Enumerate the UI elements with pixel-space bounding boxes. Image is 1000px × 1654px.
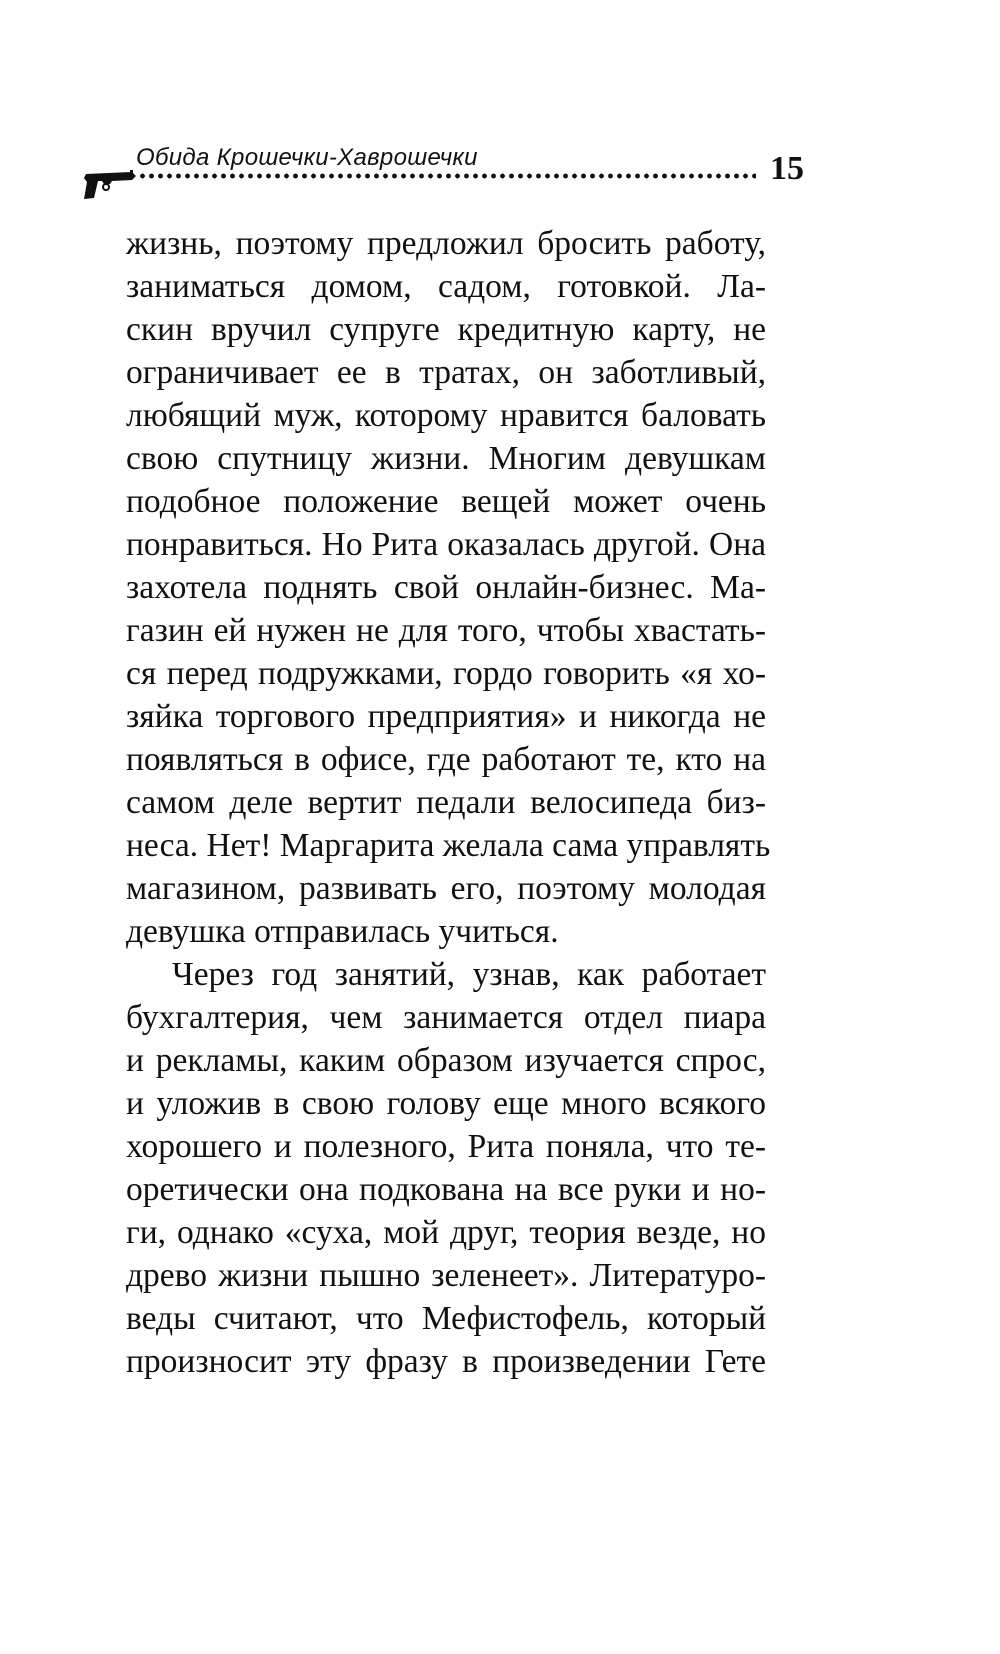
running-title: Обида Крошечки-Хаврошечки bbox=[136, 144, 478, 171]
text-line: ся перед подружками, гордо говорить «я хо- bbox=[126, 655, 766, 692]
text-line: зяйка торгового предприятия» и никогда не bbox=[126, 698, 766, 735]
text-line: появляться в офисе, где работают те, кто на bbox=[126, 741, 766, 778]
text-line: захотела поднять свой онлайн-бизнес. Ма- bbox=[126, 569, 766, 606]
text-line: заниматься домом, садом, готовкой. Ла- bbox=[126, 268, 766, 305]
text-line: газин ей нужен не для того, чтобы хвастать- bbox=[126, 612, 766, 649]
revolver-icon bbox=[82, 168, 138, 202]
running-header bbox=[80, 138, 840, 208]
text-line: и рекламы, каким образом изучается спрос, bbox=[126, 1042, 766, 1079]
text-line: хорошего и полезного, Рита поняла, что те- bbox=[126, 1128, 766, 1165]
text-line: девушка отправилась учиться. bbox=[126, 913, 559, 950]
text-line: скин вручил супруге кредитную карту, не bbox=[126, 311, 766, 348]
text-line: древо жизни пышно зеленеет». Литературо- bbox=[126, 1257, 766, 1294]
dot-leader bbox=[138, 172, 756, 180]
text-line: и уложив в свою голову еще много всякого bbox=[126, 1085, 766, 1122]
text-line: понравиться. Но Рита оказалась другой. Она bbox=[126, 526, 766, 563]
text-line: самом деле вертит педали велосипеда биз- bbox=[126, 784, 766, 821]
text-line: магазином, развивать его, поэтому молодая bbox=[126, 870, 766, 907]
text-line: неса. Нет! Маргарита желала сама управлять bbox=[126, 827, 771, 864]
text-line: оретически она подкована на все руки и но- bbox=[126, 1171, 766, 1208]
text-line: веды считают, что Мефистофель, который bbox=[126, 1300, 766, 1337]
page-number: 15 bbox=[770, 150, 804, 187]
text-line: ограничивает ее в тратах, он заботливый, bbox=[126, 354, 766, 391]
paragraph-start-line: Через год занятий, узнав, как работает bbox=[172, 956, 766, 993]
text-line: произносит эту фразу в произведении Гете bbox=[126, 1343, 766, 1380]
body-text bbox=[126, 222, 771, 1383]
text-line: подобное положение вещей может очень bbox=[126, 483, 766, 520]
text-line: ги, однако «суха, мой друг, теория везде, но bbox=[126, 1214, 766, 1251]
text-line: бухгалтерия, чем занимается отдел пиара bbox=[126, 999, 766, 1036]
text-line: любящий муж, которому нравится баловать bbox=[126, 397, 766, 434]
text-line: жизнь, поэтому предложил бросить работу, bbox=[126, 225, 766, 262]
text-line: свою спутницу жизни. Многим девушкам bbox=[126, 440, 766, 477]
